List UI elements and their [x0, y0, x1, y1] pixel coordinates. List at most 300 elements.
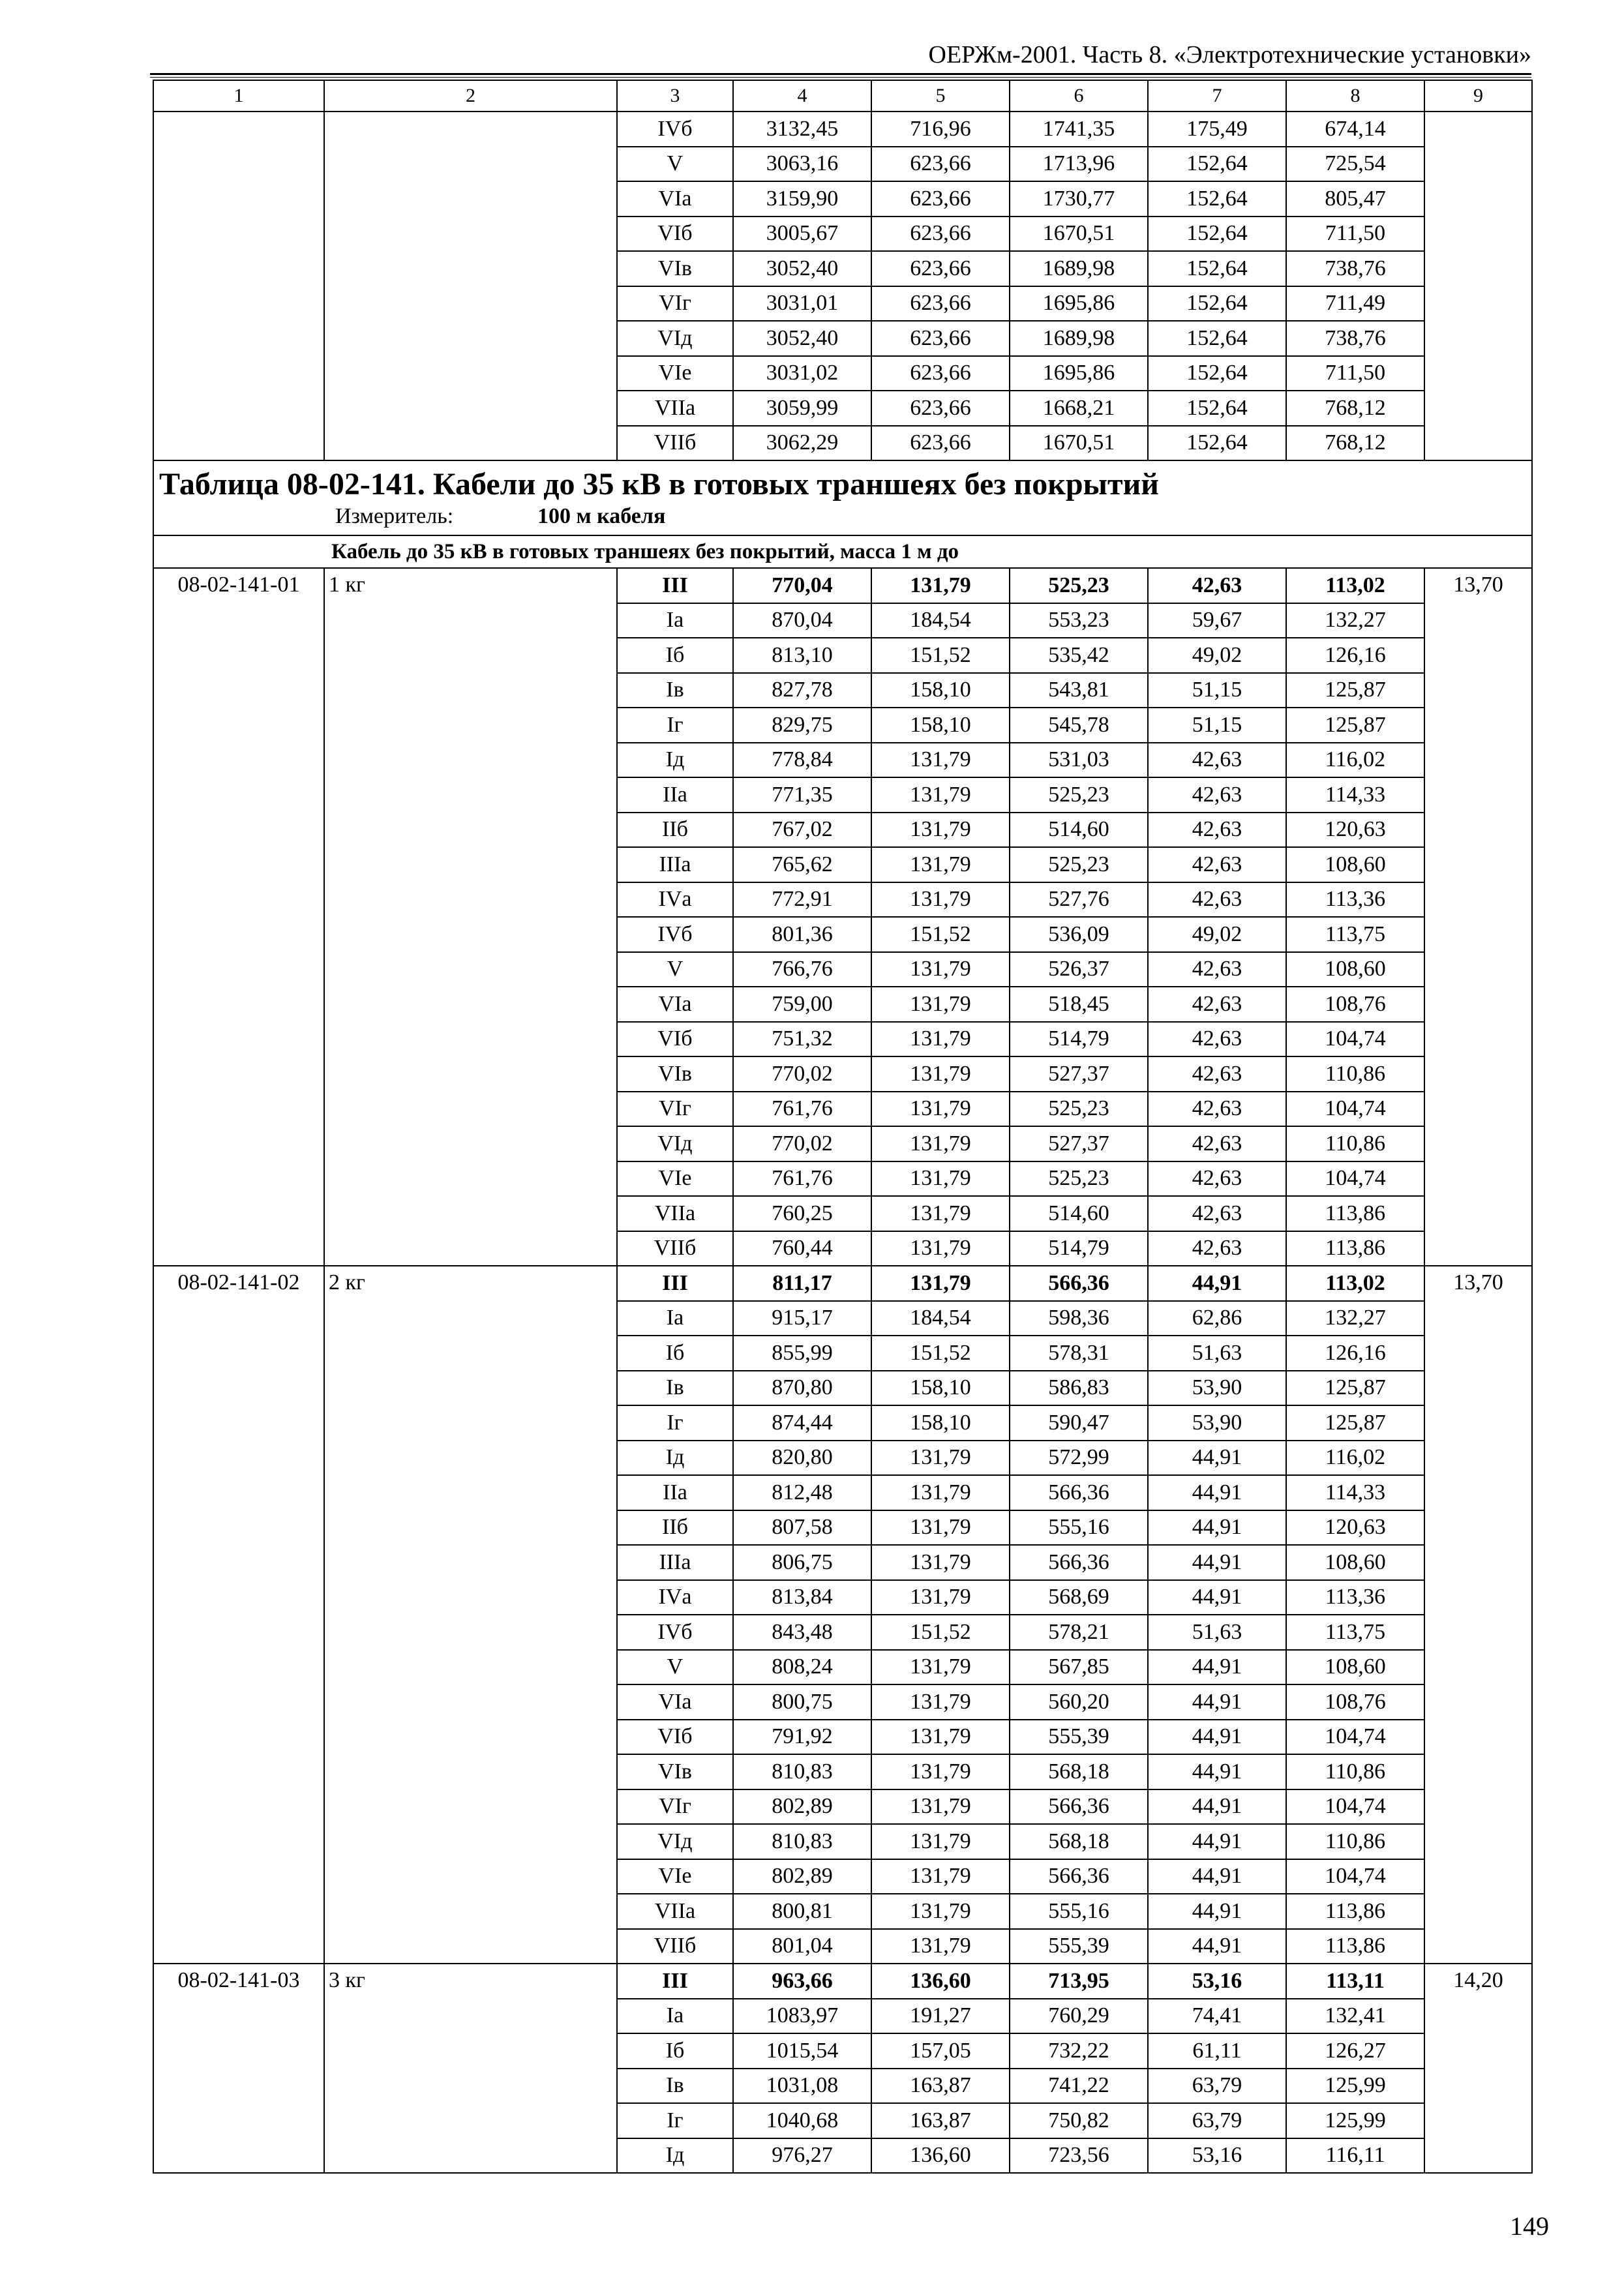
- col9-cell: [1424, 147, 1532, 182]
- value-cell: 44,91: [1148, 1545, 1286, 1580]
- value-cell: 525,23: [1010, 847, 1148, 882]
- value-cell: 113,86: [1286, 1894, 1424, 1929]
- table-row: [153, 181, 1532, 217]
- table-title-row: [153, 460, 1532, 535]
- column-number: 2: [324, 80, 617, 112]
- item-code: [153, 1650, 324, 1685]
- item-code: [153, 1161, 324, 1197]
- col9-cell: [1424, 638, 1532, 673]
- value-cell: 108,60: [1286, 952, 1424, 987]
- value-cell: 44,91: [1148, 1894, 1286, 1929]
- item-name: [324, 1371, 617, 1406]
- value-cell: 765,62: [733, 847, 871, 882]
- zone-cell: VIв: [617, 1754, 733, 1789]
- item-code: [153, 847, 324, 882]
- table-row: [153, 708, 1532, 743]
- table-row: [153, 1161, 1532, 1197]
- value-cell: 536,09: [1010, 917, 1148, 952]
- item-code: 08-02-141-03: [153, 1964, 324, 1999]
- zone-cell: III: [617, 1266, 733, 1301]
- value-cell: 732,22: [1010, 2033, 1148, 2069]
- col9-cell: [1424, 217, 1532, 252]
- table-row: [153, 847, 1532, 882]
- value-cell: 108,76: [1286, 987, 1424, 1022]
- item-code: [153, 1022, 324, 1057]
- value-cell: 808,24: [733, 1650, 871, 1685]
- column-number: 6: [1010, 80, 1148, 112]
- col9-cell: [1424, 1615, 1532, 1650]
- value-cell: 104,74: [1286, 1720, 1424, 1755]
- zone-cell: IIIа: [617, 1545, 733, 1580]
- col9-cell: 13,70: [1424, 1266, 1532, 1301]
- value-cell: 151,52: [871, 917, 1010, 952]
- value-cell: 1689,98: [1010, 251, 1148, 286]
- value-cell: 44,91: [1148, 1684, 1286, 1720]
- value-cell: 110,86: [1286, 1824, 1424, 1859]
- column-number: 8: [1286, 80, 1424, 112]
- value-cell: 811,17: [733, 1266, 871, 1301]
- value-cell: 131,79: [871, 777, 1010, 813]
- table-row: [153, 1580, 1532, 1615]
- col9-cell: 14,20: [1424, 1964, 1532, 1999]
- value-cell: 590,47: [1010, 1405, 1148, 1441]
- value-cell: 44,91: [1148, 1266, 1286, 1301]
- item-code: [153, 1999, 324, 2034]
- value-cell: 120,63: [1286, 813, 1424, 848]
- value-cell: 151,52: [871, 1615, 1010, 1650]
- value-cell: 674,14: [1286, 112, 1424, 147]
- table-row: [153, 1441, 1532, 1476]
- value-cell: 53,16: [1148, 2138, 1286, 2174]
- table-row: [153, 356, 1532, 391]
- value-cell: 42,63: [1148, 882, 1286, 918]
- item-code: [153, 1405, 324, 1441]
- value-cell: 812,48: [733, 1475, 871, 1510]
- value-cell: 843,48: [733, 1615, 871, 1650]
- value-cell: 807,58: [733, 1510, 871, 1546]
- col9-cell: [1424, 1545, 1532, 1580]
- value-cell: 44,91: [1148, 1580, 1286, 1615]
- item-code: [153, 603, 324, 638]
- table-row: [153, 882, 1532, 918]
- value-cell: 3031,02: [733, 356, 871, 391]
- value-cell: 1015,54: [733, 2033, 871, 2069]
- col9-cell: [1424, 321, 1532, 356]
- item-code: [153, 2138, 324, 2174]
- item-code: [153, 917, 324, 952]
- value-cell: 801,36: [733, 917, 871, 952]
- zone-cell: VIд: [617, 1824, 733, 1859]
- value-cell: 125,99: [1286, 2103, 1424, 2138]
- value-cell: 61,11: [1148, 2033, 1286, 2069]
- zone-cell: Iд: [617, 1441, 733, 1476]
- value-cell: 125,87: [1286, 708, 1424, 743]
- item-name: [324, 2033, 617, 2069]
- value-cell: 157,05: [871, 2033, 1010, 2069]
- value-cell: 131,79: [871, 1859, 1010, 1894]
- value-cell: 131,79: [871, 1684, 1010, 1720]
- value-cell: 716,96: [871, 112, 1010, 147]
- table-row: [153, 1615, 1532, 1650]
- value-cell: 555,16: [1010, 1894, 1148, 1929]
- value-cell: 131,79: [871, 847, 1010, 882]
- table-row: [153, 1371, 1532, 1406]
- value-cell: 771,35: [733, 777, 871, 813]
- value-cell: 711,49: [1286, 286, 1424, 322]
- value-cell: 42,63: [1148, 952, 1286, 987]
- table-row: [153, 1545, 1532, 1580]
- zone-cell: VIг: [617, 286, 733, 322]
- item-name: [324, 847, 617, 882]
- value-cell: 805,47: [1286, 181, 1424, 217]
- table-row: [153, 251, 1532, 286]
- column-number: 5: [871, 80, 1010, 112]
- value-cell: 44,91: [1148, 1650, 1286, 1685]
- value-cell: 525,23: [1010, 568, 1148, 603]
- value-cell: 59,67: [1148, 603, 1286, 638]
- value-cell: 152,64: [1148, 356, 1286, 391]
- item-name: [324, 147, 617, 182]
- zone-cell: VIв: [617, 1056, 733, 1092]
- table-row: [153, 2069, 1532, 2104]
- item-code: [153, 813, 324, 848]
- value-cell: 108,60: [1286, 1545, 1424, 1580]
- zone-cell: Iг: [617, 1405, 733, 1441]
- value-cell: 770,02: [733, 1126, 871, 1161]
- item-code: [153, 112, 324, 147]
- value-cell: 152,64: [1148, 251, 1286, 286]
- value-cell: 566,36: [1010, 1475, 1148, 1510]
- zone-cell: VIд: [617, 321, 733, 356]
- value-cell: 131,79: [871, 952, 1010, 987]
- value-cell: 44,91: [1148, 1859, 1286, 1894]
- value-cell: 131,79: [871, 1231, 1010, 1266]
- item-code: [153, 426, 324, 461]
- value-cell: 110,86: [1286, 1126, 1424, 1161]
- item-name: 3 кг: [324, 1964, 617, 1999]
- column-number: 4: [733, 80, 871, 112]
- value-cell: 163,87: [871, 2103, 1010, 2138]
- value-cell: 74,41: [1148, 1999, 1286, 2034]
- value-cell: 870,04: [733, 603, 871, 638]
- value-cell: 3063,16: [733, 147, 871, 182]
- zone-cell: Iд: [617, 743, 733, 778]
- item-code: [153, 356, 324, 391]
- value-cell: 184,54: [871, 1301, 1010, 1336]
- value-cell: 527,37: [1010, 1126, 1148, 1161]
- value-cell: 113,86: [1286, 1231, 1424, 1266]
- col9-cell: [1424, 2033, 1532, 2069]
- unit-value: 100 м кабеля: [537, 504, 666, 528]
- table-row: [153, 1684, 1532, 1720]
- table-row: [153, 917, 1532, 952]
- value-cell: 3159,90: [733, 181, 871, 217]
- item-code: [153, 638, 324, 673]
- table-row: [153, 1720, 1532, 1755]
- item-code: 08-02-141-01: [153, 568, 324, 603]
- zone-cell: IIб: [617, 1510, 733, 1546]
- col9-cell: [1424, 1929, 1532, 1964]
- zone-cell: VIIа: [617, 1196, 733, 1231]
- value-cell: 768,12: [1286, 391, 1424, 426]
- value-cell: 131,79: [871, 1475, 1010, 1510]
- table-row: [153, 813, 1532, 848]
- value-cell: 51,63: [1148, 1336, 1286, 1371]
- zone-cell: V: [617, 1650, 733, 1685]
- zone-cell: VIб: [617, 1720, 733, 1755]
- item-code: [153, 1684, 324, 1720]
- col9-cell: [1424, 1441, 1532, 1476]
- value-cell: 623,66: [871, 181, 1010, 217]
- item-code: [153, 147, 324, 182]
- item-code: [153, 743, 324, 778]
- item-code: [153, 1196, 324, 1231]
- zone-cell: VIIб: [617, 1231, 733, 1266]
- table-row: [153, 1231, 1532, 1266]
- value-cell: 116,11: [1286, 2138, 1424, 2174]
- item-name: [324, 1580, 617, 1615]
- value-cell: 49,02: [1148, 917, 1286, 952]
- item-name: [324, 987, 617, 1022]
- value-cell: 152,64: [1148, 321, 1286, 356]
- value-cell: 113,86: [1286, 1929, 1424, 1964]
- table-row: [153, 777, 1532, 813]
- value-cell: 586,83: [1010, 1371, 1148, 1406]
- value-cell: 623,66: [871, 217, 1010, 252]
- value-cell: 158,10: [871, 673, 1010, 708]
- value-cell: 63,79: [1148, 2069, 1286, 2104]
- value-cell: 623,66: [871, 391, 1010, 426]
- value-cell: 110,86: [1286, 1056, 1424, 1092]
- item-name: [324, 1510, 617, 1546]
- zone-cell: III: [617, 568, 733, 603]
- value-cell: 184,54: [871, 603, 1010, 638]
- item-name: 1 кг: [324, 568, 617, 603]
- table-row: [153, 217, 1532, 252]
- value-cell: 63,79: [1148, 2103, 1286, 2138]
- item-name: [324, 1754, 617, 1789]
- zone-cell: VIб: [617, 1022, 733, 1057]
- table-row: [153, 147, 1532, 182]
- page-number: 149: [1510, 2211, 1549, 2241]
- zone-cell: Iв: [617, 2069, 733, 2104]
- value-cell: 568,18: [1010, 1754, 1148, 1789]
- zone-cell: Iд: [617, 2138, 733, 2174]
- value-cell: 560,20: [1010, 1684, 1148, 1720]
- value-cell: 132,41: [1286, 1999, 1424, 2034]
- col9-cell: [1424, 1126, 1532, 1161]
- zone-cell: VIа: [617, 987, 733, 1022]
- col9-cell: [1424, 847, 1532, 882]
- value-cell: 568,18: [1010, 1824, 1148, 1859]
- value-cell: 113,11: [1286, 1964, 1424, 1999]
- zone-cell: IVа: [617, 882, 733, 918]
- value-cell: 42,63: [1148, 568, 1286, 603]
- value-cell: 527,76: [1010, 882, 1148, 918]
- value-cell: 104,74: [1286, 1092, 1424, 1127]
- unit-label: Измеритель:: [335, 504, 454, 528]
- item-name: [324, 2069, 617, 2104]
- col9-cell: [1424, 882, 1532, 918]
- item-code: [153, 286, 324, 322]
- value-cell: 810,83: [733, 1754, 871, 1789]
- table-row: [153, 673, 1532, 708]
- item-name: [324, 1196, 617, 1231]
- value-cell: 545,78: [1010, 708, 1148, 743]
- value-cell: 518,45: [1010, 987, 1148, 1022]
- value-cell: 738,76: [1286, 251, 1424, 286]
- value-cell: 151,52: [871, 1336, 1010, 1371]
- value-cell: 42,63: [1148, 1161, 1286, 1197]
- value-cell: 1040,68: [733, 2103, 871, 2138]
- value-cell: 131,79: [871, 1092, 1010, 1127]
- value-cell: 53,90: [1148, 1371, 1286, 1406]
- value-cell: 870,80: [733, 1371, 871, 1406]
- item-name: [324, 1056, 617, 1092]
- zone-cell: Iб: [617, 638, 733, 673]
- col9-cell: [1424, 2138, 1532, 2174]
- value-cell: 555,39: [1010, 1720, 1148, 1755]
- value-cell: 131,79: [871, 1789, 1010, 1825]
- value-cell: 51,63: [1148, 1615, 1286, 1650]
- value-cell: 53,90: [1148, 1405, 1286, 1441]
- col9-cell: [1424, 356, 1532, 391]
- col9-cell: [1424, 1475, 1532, 1510]
- zone-cell: VIе: [617, 1859, 733, 1894]
- value-cell: 801,04: [733, 1929, 871, 1964]
- item-name: [324, 1092, 617, 1127]
- value-cell: 125,99: [1286, 2069, 1424, 2104]
- item-name: [324, 1161, 617, 1197]
- table-row: [153, 1650, 1532, 1685]
- item-name: [324, 1650, 617, 1685]
- zone-cell: VIIа: [617, 391, 733, 426]
- value-cell: 514,60: [1010, 813, 1148, 848]
- value-cell: 44,91: [1148, 1441, 1286, 1476]
- col9-cell: [1424, 1371, 1532, 1406]
- value-cell: 113,36: [1286, 1580, 1424, 1615]
- column-number: 9: [1424, 80, 1532, 112]
- value-cell: 772,91: [733, 882, 871, 918]
- value-cell: 1668,21: [1010, 391, 1148, 426]
- zone-cell: Iб: [617, 1336, 733, 1371]
- zone-cell: IVа: [617, 1580, 733, 1615]
- table-row: [153, 1022, 1532, 1057]
- item-code: [153, 1824, 324, 1859]
- col9-cell: [1424, 1510, 1532, 1546]
- value-cell: 131,79: [871, 568, 1010, 603]
- value-cell: 131,79: [871, 743, 1010, 778]
- item-code: [153, 1615, 324, 1650]
- value-cell: 42,63: [1148, 1126, 1286, 1161]
- table-title: Таблица 08-02-141. Кабели до 35 кВ в готовых траншеях без покрытий: [159, 467, 1159, 501]
- value-cell: 163,87: [871, 2069, 1010, 2104]
- value-cell: 158,10: [871, 1371, 1010, 1406]
- item-name: [324, 603, 617, 638]
- value-cell: 3052,40: [733, 321, 871, 356]
- zone-cell: IIIа: [617, 847, 733, 882]
- value-cell: 125,87: [1286, 673, 1424, 708]
- value-cell: 136,60: [871, 1964, 1010, 1999]
- table-row: [153, 1929, 1532, 1964]
- value-cell: 963,66: [733, 1964, 871, 1999]
- item-code: [153, 1475, 324, 1510]
- header-rule: [150, 73, 1531, 75]
- value-cell: 623,66: [871, 251, 1010, 286]
- table-row: [153, 1092, 1532, 1127]
- value-cell: 126,16: [1286, 1336, 1424, 1371]
- value-cell: 113,02: [1286, 1266, 1424, 1301]
- col9-cell: [1424, 952, 1532, 987]
- col9-cell: [1424, 391, 1532, 426]
- table-row: [153, 1301, 1532, 1336]
- value-cell: 768,12: [1286, 426, 1424, 461]
- value-cell: 3059,99: [733, 391, 871, 426]
- item-code: [153, 1580, 324, 1615]
- value-cell: 42,63: [1148, 1056, 1286, 1092]
- value-cell: 44,91: [1148, 1754, 1286, 1789]
- value-cell: 62,86: [1148, 1301, 1286, 1336]
- value-cell: 543,81: [1010, 673, 1148, 708]
- value-cell: 126,27: [1286, 2033, 1424, 2069]
- col9-cell: 13,70: [1424, 568, 1532, 603]
- zone-cell: Iб: [617, 2033, 733, 2069]
- item-name: [324, 112, 617, 147]
- col9-cell: [1424, 1894, 1532, 1929]
- col9-cell: [1424, 1092, 1532, 1127]
- value-cell: 131,79: [871, 1126, 1010, 1161]
- item-code: [153, 391, 324, 426]
- item-name: [324, 1475, 617, 1510]
- col9-cell: [1424, 1336, 1532, 1371]
- item-name: [324, 217, 617, 252]
- value-cell: 125,87: [1286, 1405, 1424, 1441]
- value-cell: 738,76: [1286, 321, 1424, 356]
- item-code: [153, 251, 324, 286]
- zone-cell: Iа: [617, 603, 733, 638]
- value-cell: 598,36: [1010, 1301, 1148, 1336]
- item-name: [324, 743, 617, 778]
- zone-cell: Iа: [617, 1999, 733, 2034]
- col9-cell: [1424, 112, 1532, 147]
- item-code: [153, 1056, 324, 1092]
- value-cell: 125,87: [1286, 1371, 1424, 1406]
- item-name: [324, 1405, 617, 1441]
- item-code: 08-02-141-02: [153, 1266, 324, 1301]
- zone-cell: III: [617, 1964, 733, 1999]
- value-cell: 525,23: [1010, 777, 1148, 813]
- value-cell: 44,91: [1148, 1720, 1286, 1755]
- value-cell: 802,89: [733, 1789, 871, 1825]
- value-cell: 778,84: [733, 743, 871, 778]
- value-cell: 3052,40: [733, 251, 871, 286]
- value-cell: 802,89: [733, 1859, 871, 1894]
- value-cell: 531,03: [1010, 743, 1148, 778]
- item-code: [153, 708, 324, 743]
- column-number: 3: [617, 80, 733, 112]
- value-cell: 42,63: [1148, 1022, 1286, 1057]
- value-cell: 131,79: [871, 1650, 1010, 1685]
- value-cell: 113,75: [1286, 1615, 1424, 1650]
- item-name: [324, 1022, 617, 1057]
- col9-cell: [1424, 1405, 1532, 1441]
- zone-cell: VIд: [617, 1126, 733, 1161]
- value-cell: 42,63: [1148, 777, 1286, 813]
- item-name: [324, 286, 617, 322]
- value-cell: 42,63: [1148, 813, 1286, 848]
- item-code: [153, 1301, 324, 1336]
- value-cell: 132,27: [1286, 1301, 1424, 1336]
